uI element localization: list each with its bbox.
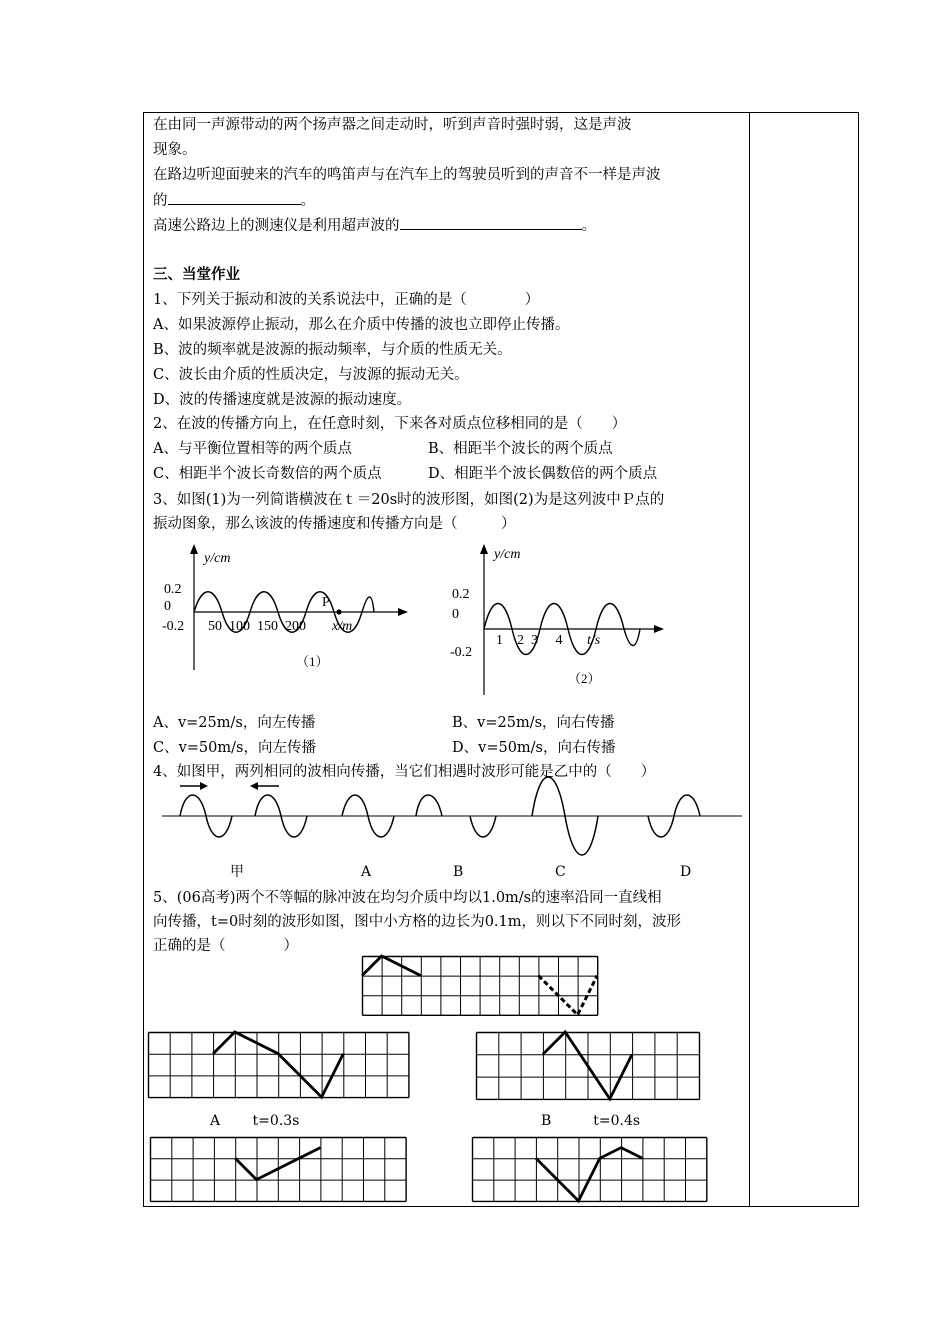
intro-line-5 bbox=[153, 215, 596, 236]
q1-option-d: D、波的传播速度就是波源的振动速度。 bbox=[153, 392, 412, 408]
q4-stem: 4、如图甲，两列相同的波相向传播，当它们相遇时波形可能是乙中的（ ） bbox=[153, 764, 656, 780]
intro-line-4-suffix: 。 bbox=[300, 193, 315, 209]
q5-option-c-grid bbox=[150, 1137, 414, 1201]
y-axis-arrow bbox=[190, 544, 198, 554]
pulse-waveform bbox=[362, 956, 421, 976]
section-title: 三、当堂作业 bbox=[153, 267, 240, 283]
q5-label-a: A t=0.3s bbox=[210, 1113, 300, 1129]
fig2-ylabel: y/cm bbox=[494, 547, 521, 562]
right-arrow-head bbox=[200, 782, 208, 790]
q2-option-a: A、与平衡位置相等的两个质点 bbox=[153, 441, 352, 457]
intro-line-1: 在由同一声源带动的两个扬声器之间走动时，听到声音时强时弱，这是声波 bbox=[153, 117, 632, 133]
fig1-xlabel: x/m bbox=[332, 619, 353, 634]
fig1-y-negative: -0.2 bbox=[162, 619, 185, 634]
q4-label-d: D bbox=[680, 864, 692, 880]
fig2-y-zero: 0 bbox=[452, 607, 459, 622]
q4-label-jia: 甲 bbox=[230, 864, 244, 880]
fig2-caption: （2） bbox=[568, 671, 601, 686]
fig2-t-ticks: 1 2 3 4 bbox=[496, 633, 563, 648]
x-axis-arrow bbox=[398, 608, 408, 616]
fig1-caption: （1） bbox=[296, 654, 329, 669]
fig1-point-label: P bbox=[322, 595, 330, 610]
q1-option-c: C、波长由介质的性质决定，与波源的振动无关。 bbox=[153, 367, 469, 383]
fig1-ylabel: y/cm bbox=[204, 551, 231, 566]
intro-line-4-prefix: 的 bbox=[153, 193, 168, 209]
option-b-wave-crest bbox=[416, 795, 442, 816]
t-axis-arrow bbox=[654, 625, 664, 633]
q5-stem-3: 正确的是（ ） bbox=[153, 938, 298, 954]
q1-option-a: A、如果波源停止振动，那么在介质中传播的波也立即停止传播。 bbox=[153, 317, 570, 333]
q3-figure-2-vibration-graph bbox=[440, 540, 670, 700]
q4-label-c: C bbox=[555, 864, 566, 880]
fill-in-blank[interactable] bbox=[168, 190, 301, 205]
q3-option-c: C、v=50m/s，向左传播 bbox=[153, 740, 316, 756]
q3-stem-2: 振动图象，那么该波的传播速度和传播方向是（ ） bbox=[153, 516, 516, 532]
fig1-x-ticks: 50 100 150 200 bbox=[208, 619, 306, 634]
q4-wave-figure bbox=[160, 780, 745, 865]
q3-option-b: B、v=25m/s，向右传播 bbox=[452, 715, 615, 731]
q1-stem: 1、下列关于振动和波的关系说法中，正确的是（ ） bbox=[153, 292, 540, 308]
q2-option-c: C、相距半个波长奇数倍的两个质点 bbox=[153, 466, 382, 482]
q5-initial-waveform-grid bbox=[362, 956, 602, 1014]
q5-option-d-grid bbox=[472, 1137, 710, 1201]
option-b-wave-trough bbox=[470, 816, 496, 837]
pulse-waveform bbox=[235, 1148, 320, 1180]
q4-label-a: A bbox=[361, 864, 372, 880]
q3-stem-1: 3、如图(1)为一列简谐横波在ｔ＝20s时的波形图，如图(2)为是这列波中Ｐ点的 bbox=[153, 492, 665, 508]
intro-line-5-suffix: 。 bbox=[581, 218, 596, 234]
pulse-waveform-dashed bbox=[538, 976, 597, 1015]
fig2-y-negative: -0.2 bbox=[450, 645, 473, 660]
q3-option-a: A、v=25m/s，向左传播 bbox=[153, 715, 316, 731]
q3-option-d: D、v=50m/s，向右传播 bbox=[452, 740, 616, 756]
intro-line-5-prefix: 高速公路边上的测速仪是利用超声波的 bbox=[153, 218, 400, 234]
fill-in-blank[interactable] bbox=[400, 215, 582, 230]
intro-line-4 bbox=[153, 190, 315, 211]
table-column-divider bbox=[749, 113, 750, 1206]
q5-option-a-grid bbox=[148, 1032, 412, 1090]
q5-stem-2: 向传播，t=0时刻的波形如图，图中小方格的边长为0.1m，则以下不同时刻，波形 bbox=[153, 914, 682, 930]
q5-label-b: B t=0.4s bbox=[541, 1113, 641, 1129]
y-axis-arrow bbox=[480, 544, 488, 554]
fig2-y-positive: 0.2 bbox=[452, 587, 470, 602]
point-p bbox=[336, 609, 341, 614]
left-arrow-head bbox=[250, 782, 258, 790]
fig2-xlabel: t/s bbox=[587, 633, 601, 648]
fig1-y-positive: 0.2 bbox=[164, 582, 182, 597]
q5-stem-1: 5、(06高考)两个不等幅的脉冲波在均匀介质中均以1.0m/s的速率沿同一直线相 bbox=[153, 890, 662, 906]
intro-line-3: 在路边听迎面驶来的汽车的鸣笛声与在汽车上的驾驶员听到的声音不一样是声波 bbox=[153, 167, 661, 183]
q1-option-b: B、波的频率就是波源的振动频率，与介质的性质无关。 bbox=[153, 342, 512, 358]
q3-figure-1-wave-graph bbox=[150, 540, 420, 690]
q2-stem: 2、在波的传播方向上，在任意时刻，下来各对质点位移相同的是（ ） bbox=[153, 416, 627, 432]
q2-option-d: D、相距半个波长偶数倍的两个质点 bbox=[428, 466, 658, 482]
q5-option-b-grid bbox=[476, 1032, 702, 1090]
q2-option-b: B、相距半个波长的两个质点 bbox=[428, 441, 613, 457]
fig1-y-zero: 0 bbox=[164, 599, 171, 614]
q4-label-b: B bbox=[453, 864, 464, 880]
intro-line-2: 现象。 bbox=[153, 142, 197, 158]
pulse-waveform bbox=[536, 1148, 643, 1201]
